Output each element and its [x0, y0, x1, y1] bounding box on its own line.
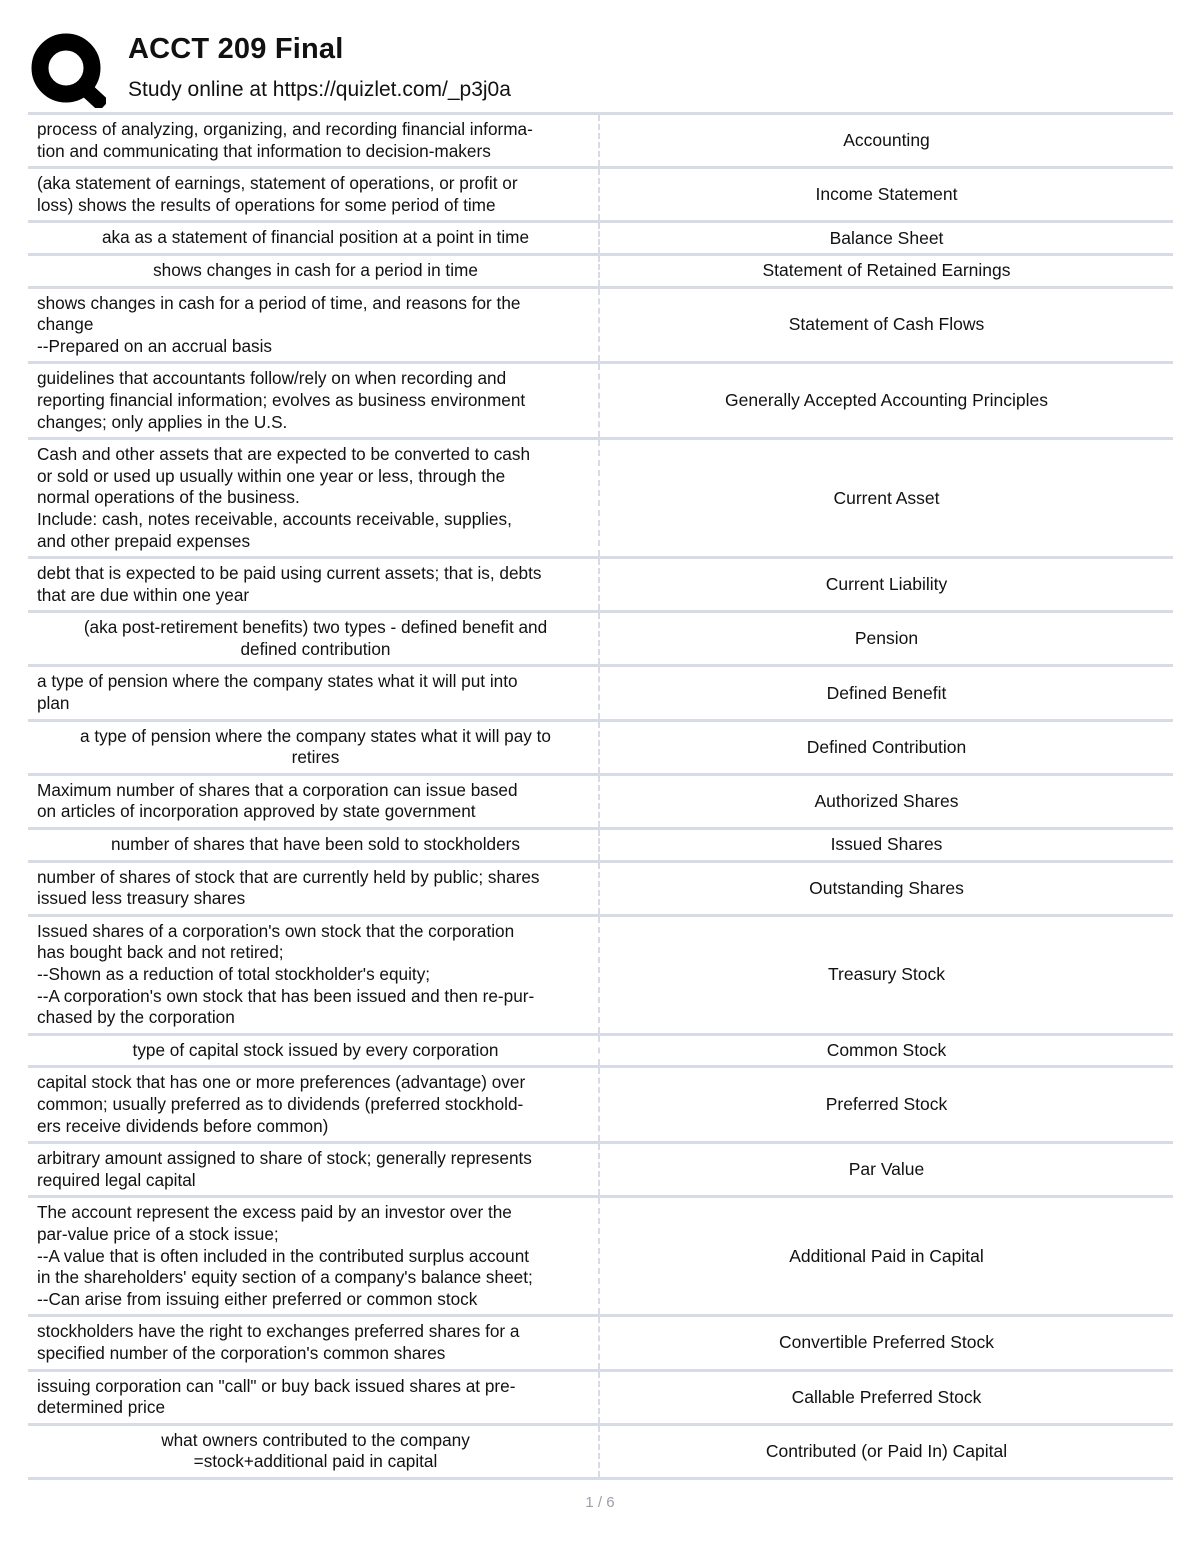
card-term: Convertible Preferred Stock: [779, 1332, 994, 1353]
flashcard-row: [28, 112, 1173, 166]
card-definition: [28, 667, 600, 718]
flashcard-row: [28, 1141, 1173, 1195]
card-term: Callable Preferred Stock: [791, 1386, 982, 1407]
card-definition-text: Cash and other assets that are expected to be converted to cash or sold or used up usually within one year or less, through the normal operations of the business. Include: cash, notes receivable, accounts receivable, supplies, and other prepaid expenses: [37, 444, 531, 551]
flashcard-row: [28, 437, 1173, 556]
card-definition: [28, 1068, 600, 1141]
flashcard-row: [28, 556, 1173, 610]
card-definition-text: capital stock that has one or more preferences (advantage) over common; usually preferred as to dividends (preferred stockhold- ers receive dividends before common): [37, 1072, 526, 1136]
flashcard-list: [28, 112, 1173, 1480]
flashcard-row: [28, 1065, 1173, 1141]
card-term: Preferred Stock: [825, 1094, 948, 1115]
card-definition-text: shows changes in cash for a period of time, and reasons for the change --Prepared on an accrual basis: [37, 292, 521, 356]
card-definition: [28, 917, 600, 1033]
card-term: Defined Benefit: [826, 682, 947, 703]
flashcard-row: [28, 1195, 1173, 1314]
card-definition-text: (aka post-retirement benefits) two types - defined benefit and defined contribution: [83, 617, 548, 659]
card-term: Current Asset: [833, 487, 940, 508]
flashcard-row: [28, 773, 1173, 827]
card-term: Pension: [854, 628, 919, 649]
card-definition: [28, 256, 600, 286]
card-definition: [28, 1144, 600, 1195]
card-definition: [28, 440, 600, 556]
flashcard-row: [28, 914, 1173, 1033]
card-definition: [28, 1198, 600, 1314]
flashcard-row: [28, 1033, 1173, 1066]
flashcard-row: [28, 719, 1173, 773]
card-term: Additional Paid in Capital: [789, 1245, 984, 1266]
card-definition-text: debt that is expected to be paid using current assets; that is, debts that are due within one year: [37, 563, 542, 605]
flashcard-row: [28, 860, 1173, 914]
card-definition: [28, 1317, 600, 1368]
page-number: 1 / 6: [585, 1494, 615, 1511]
flashcard-row: [28, 220, 1173, 253]
flashcard-row: [28, 1423, 1173, 1480]
card-definition-text: arbitrary amount assigned to share of stock; generally represents required legal capital: [37, 1148, 532, 1190]
card-definition: [28, 613, 600, 664]
card-definition-text: Maximum number of shares that a corporation can issue based on articles of incorporation approved by state government: [37, 779, 518, 822]
card-definition-text: a type of pension where the company states what it will pay to retires: [79, 725, 551, 768]
card-definition: [28, 776, 600, 827]
card-definition-text: stockholders have the right to exchanges preferred shares for a specified number of the corporation's common shares: [37, 1321, 520, 1363]
card-definition: [28, 289, 600, 362]
card-definition: [28, 223, 600, 253]
card-definition: [28, 1426, 600, 1477]
card-definition-text: Issued shares of a corporation's own stock that the corporation has bought back and not retired; --Shown as a reduction of total stockholder's equity; --A corporation's own stock that has been issued and then re-pur- chased by the corporation: [37, 920, 535, 1028]
card-definition: [28, 559, 600, 610]
card-definition-text: number of shares of stock that are currently held by public; shares issued less treasury shares: [37, 866, 540, 909]
card-term: Current Liability: [825, 574, 948, 595]
card-definition-text: issuing corporation can "call" or buy back issued shares at pre- determined price: [37, 1375, 516, 1418]
card-definition-text: The account represent the excess paid by an investor over the par-value price of a stock issue; --A value that is often included in the contributed surplus account in the shareholders' equity section of a company's balance sheet; --Can arise from issuing either preferred or common stock: [37, 1202, 533, 1309]
card-definition-text: aka as a statement of financial position at a point in time: [101, 227, 530, 248]
card-definition: [28, 1372, 600, 1423]
card-term: Treasury Stock: [827, 964, 946, 985]
card-definition: [28, 169, 600, 220]
flashcard-row: [28, 361, 1173, 437]
set-title: ACCT 209 Final: [128, 33, 344, 65]
study-link[interactable]: Study online at https://quizlet.com/_p3j0a: [128, 78, 511, 101]
card-definition-text: guidelines that accountants follow/rely on when recording and reporting financial information; evolves as business environment changes; only applies in the U.S.: [37, 368, 526, 432]
flashcard-row: [28, 664, 1173, 718]
card-term: Generally Accepted Accounting Principles: [725, 390, 1048, 411]
card-definition: [28, 830, 600, 860]
flashcard-row: [28, 166, 1173, 220]
flashcard-row: [28, 286, 1173, 362]
card-definition: [28, 115, 600, 166]
card-definition-text: type of capital stock issued by every corporation: [132, 1039, 499, 1060]
card-definition-text: a type of pension where the company states what it will put into plan: [37, 671, 518, 714]
flashcard-row: [28, 1369, 1173, 1423]
card-definition: [28, 863, 600, 914]
card-definition: [28, 364, 600, 437]
card-definition-text: what owners contributed to the company =stock+additional paid in capital: [161, 1429, 470, 1472]
card-term: Contributed (or Paid In) Capital: [765, 1440, 1008, 1461]
card-definition-text: (aka statement of earnings, statement of operations, or profit or loss) shows the results of operations for some period of time: [37, 173, 518, 215]
card-definition-text: number of shares that have been sold to stockholders: [111, 834, 520, 855]
card-term: Authorized Shares: [814, 790, 959, 811]
card-term: Balance Sheet: [829, 227, 944, 248]
quizlet-logo-icon: [30, 32, 106, 108]
card-definition-text: process of analyzing, organizing, and recording financial informa- tion and communicating that information to decision-makers: [37, 119, 533, 161]
card-term: Defined Contribution: [806, 736, 967, 757]
card-term: Issued Shares: [830, 834, 943, 855]
flashcard-row: [28, 610, 1173, 664]
card-term: Statement of Retained Earnings: [762, 260, 1011, 281]
flashcard-row: [28, 827, 1173, 860]
card-term: Outstanding Shares: [809, 877, 964, 898]
card-term: Accounting: [843, 130, 930, 151]
card-term: Common Stock: [826, 1040, 947, 1061]
card-definition: [28, 722, 600, 773]
card-definition-text: shows changes in cash for a period in time: [153, 259, 478, 280]
flashcard-row: [28, 253, 1173, 286]
card-definition: [28, 1036, 600, 1066]
page-header: [30, 30, 1172, 110]
card-term: Income Statement: [815, 184, 958, 205]
card-term: Par Value: [848, 1159, 925, 1180]
card-term: Statement of Cash Flows: [788, 314, 985, 335]
flashcard-row: [28, 1314, 1173, 1368]
